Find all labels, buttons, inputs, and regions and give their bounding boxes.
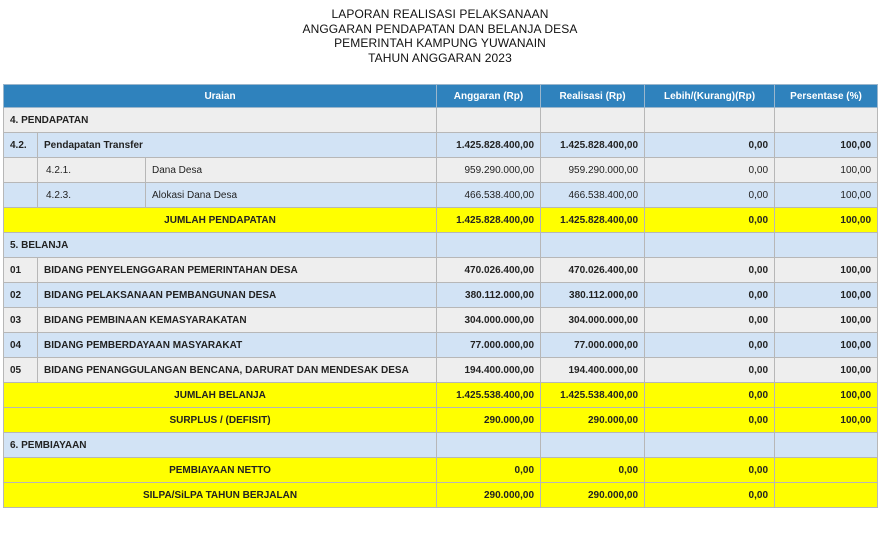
persentase-cell: 100,00 (775, 158, 878, 183)
table-row-section (4, 433, 878, 458)
anggaran-cell: 466.538.400,00 (437, 183, 541, 208)
persentase-cell: 100,00 (775, 333, 878, 358)
empty-cell (645, 433, 775, 458)
table-header-row (4, 85, 878, 108)
anggaran-cell: 0,00 (437, 458, 541, 483)
empty-cell (541, 108, 645, 133)
row-label: BIDANG PELAKSANAAN PEMBANGUNAN DESA (38, 283, 437, 308)
empty-cell (437, 433, 541, 458)
empty-cell (437, 233, 541, 258)
section-label: 5. BELANJA (4, 233, 437, 258)
persentase-cell: 100,00 (775, 383, 878, 408)
table-row-group (4, 133, 878, 158)
empty-cell (4, 158, 38, 183)
selisih-cell: 0,00 (645, 158, 775, 183)
persentase-cell: 100,00 (775, 183, 878, 208)
table-row-group (4, 358, 878, 383)
empty-cell (775, 433, 878, 458)
table-row-group (4, 308, 878, 333)
table-row-group (4, 258, 878, 283)
report-title-line-2: ANGGARAN PENDAPATAN DAN BELANJA DESA (302, 21, 578, 36)
row-code: 04 (4, 333, 38, 358)
anggaran-cell: 290.000,00 (437, 483, 541, 508)
table-row-detail (4, 183, 878, 208)
realisasi-cell: 1.425.538.400,00 (541, 383, 645, 408)
anggaran-cell: 470.026.400,00 (437, 258, 541, 283)
row-label: BIDANG PENANGGULANGAN BENCANA, DARURAT DAN MENDESAK DESA (38, 358, 437, 383)
anggaran-cell: 1.425.538.400,00 (437, 383, 541, 408)
empty-cell (645, 233, 775, 258)
persentase-cell: 100,00 (775, 133, 878, 158)
header-lebih-kurang: Lebih/(Kurang)(Rp) (645, 85, 775, 108)
row-label: Alokasi Dana Desa (146, 183, 437, 208)
table-row-total (4, 208, 878, 233)
empty-cell (775, 233, 878, 258)
persentase-cell: 100,00 (775, 358, 878, 383)
report-title-line-1: LAPORAN REALISASI PELAKSANAAN (331, 7, 549, 21)
table-row-total (4, 458, 878, 483)
table-row-total (4, 383, 878, 408)
header-realisasi: Realisasi (Rp) (541, 85, 645, 108)
total-label: JUMLAH PENDAPATAN (4, 208, 437, 233)
total-label: SILPA/SiLPA TAHUN BERJALAN (4, 483, 437, 508)
realisasi-cell: 1.425.828.400,00 (541, 208, 645, 233)
selisih-cell: 0,00 (645, 183, 775, 208)
selisih-cell: 0,00 (645, 408, 775, 433)
persentase-cell: 100,00 (775, 208, 878, 233)
empty-cell (541, 433, 645, 458)
row-label: BIDANG PENYELENGGARAN PEMERINTAHAN DESA (38, 258, 437, 283)
row-label: Dana Desa (146, 158, 437, 183)
table-row-total (4, 483, 878, 508)
persentase-cell (775, 483, 878, 508)
anggaran-cell: 194.400.000,00 (437, 358, 541, 383)
table-row-group (4, 333, 878, 358)
row-code: 4.2. (4, 133, 38, 158)
table-row-detail (4, 158, 878, 183)
realisasi-cell: 380.112.000,00 (541, 283, 645, 308)
realisasi-cell: 1.425.828.400,00 (541, 133, 645, 158)
table-row-section (4, 108, 878, 133)
anggaran-cell: 290.000,00 (437, 408, 541, 433)
table-body (4, 108, 878, 508)
selisih-cell: 0,00 (645, 483, 775, 508)
selisih-cell: 0,00 (645, 383, 775, 408)
row-label: BIDANG PEMBERDAYAAN MASYARAKAT (38, 333, 437, 358)
anggaran-cell: 959.290.000,00 (437, 158, 541, 183)
empty-cell (437, 108, 541, 133)
report-title-line-3: PEMERINTAH KAMPUNG YUWANAIN (334, 36, 546, 50)
realisasi-cell: 0,00 (541, 458, 645, 483)
selisih-cell: 0,00 (645, 133, 775, 158)
section-label: 6. PEMBIAYAAN (4, 433, 437, 458)
section-label: 4. PENDAPATAN (4, 108, 437, 133)
row-label: BIDANG PEMBINAAN KEMASYARAKATAN (38, 308, 437, 333)
table-row-group (4, 283, 878, 308)
selisih-cell: 0,00 (645, 458, 775, 483)
persentase-cell: 100,00 (775, 283, 878, 308)
selisih-cell: 0,00 (645, 283, 775, 308)
header-uraian: Uraian (4, 85, 437, 108)
selisih-cell: 0,00 (645, 333, 775, 358)
row-code: 4.2.3. (38, 183, 146, 208)
anggaran-cell: 77.000.000,00 (437, 333, 541, 358)
empty-cell (4, 183, 38, 208)
realisasi-cell: 304.000.000,00 (541, 308, 645, 333)
selisih-cell: 0,00 (645, 358, 775, 383)
anggaran-cell: 304.000.000,00 (437, 308, 541, 333)
anggaran-cell: 1.425.828.400,00 (437, 133, 541, 158)
persentase-cell: 100,00 (775, 408, 878, 433)
empty-cell (645, 108, 775, 133)
row-label: Pendapatan Transfer (38, 133, 437, 158)
empty-cell (775, 108, 878, 133)
empty-cell (541, 233, 645, 258)
budget-realization-table (3, 84, 878, 508)
realisasi-cell: 290.000,00 (541, 408, 645, 433)
header-anggaran: Anggaran (Rp) (437, 85, 541, 108)
row-code: 05 (4, 358, 38, 383)
realisasi-cell: 290.000,00 (541, 483, 645, 508)
table-row-section (4, 233, 878, 258)
table-row-total (4, 408, 878, 433)
selisih-cell: 0,00 (645, 258, 775, 283)
selisih-cell: 0,00 (645, 208, 775, 233)
header-persentase: Persentase (%) (775, 85, 878, 108)
realisasi-cell: 194.400.000,00 (541, 358, 645, 383)
anggaran-cell: 380.112.000,00 (437, 283, 541, 308)
realisasi-cell: 466.538.400,00 (541, 183, 645, 208)
row-code: 01 (4, 258, 38, 283)
realisasi-cell: 959.290.000,00 (541, 158, 645, 183)
total-label: PEMBIAYAAN NETTO (4, 458, 437, 483)
persentase-cell: 100,00 (775, 308, 878, 333)
total-label: SURPLUS / (DEFISIT) (4, 408, 437, 433)
persentase-cell (775, 458, 878, 483)
row-code: 03 (4, 308, 38, 333)
report-title-line-4: TAHUN ANGGARAN 2023 (368, 50, 512, 65)
report-title (0, 7, 880, 65)
realisasi-cell: 77.000.000,00 (541, 333, 645, 358)
total-label: JUMLAH BELANJA (4, 383, 437, 408)
row-code: 4.2.1. (38, 158, 146, 183)
selisih-cell: 0,00 (645, 308, 775, 333)
row-code: 02 (4, 283, 38, 308)
realisasi-cell: 470.026.400,00 (541, 258, 645, 283)
anggaran-cell: 1.425.828.400,00 (437, 208, 541, 233)
persentase-cell: 100,00 (775, 258, 878, 283)
